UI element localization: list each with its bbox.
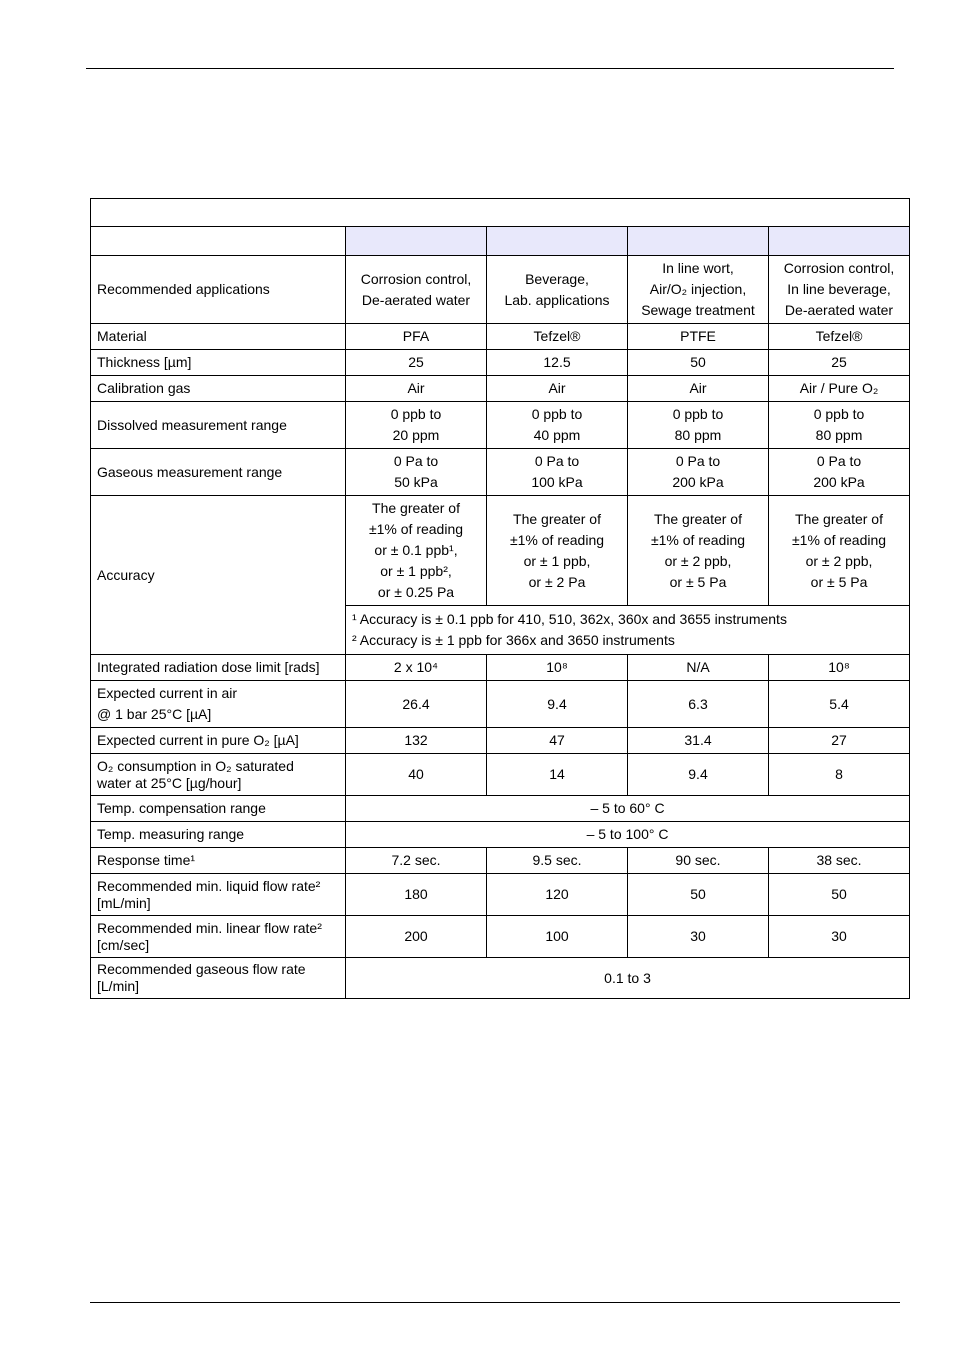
row-label: Expected current in air @ 1 bar 25°C [µA] — [91, 681, 346, 728]
cell-value: 132 — [346, 728, 487, 754]
cell-value: 0 Pa to 100 kPa — [487, 449, 628, 496]
table-row — [91, 376, 910, 402]
cell-value: 30 — [628, 916, 769, 958]
cell-value: PTFE — [628, 324, 769, 350]
cell-value: 38 sec. — [769, 848, 910, 874]
header-cell — [628, 227, 769, 256]
cell-value: 0 ppb to 80 ppm — [628, 402, 769, 449]
row-label: Accuracy — [91, 496, 346, 655]
row-label: Recommended min. liquid flow rate² [mL/min] — [91, 874, 346, 916]
table-row — [91, 496, 910, 606]
table-row — [91, 402, 910, 449]
table-row — [91, 449, 910, 496]
table-row — [91, 754, 910, 796]
membrane-spec-table — [90, 198, 910, 999]
cell-value: 9.4 — [487, 681, 628, 728]
cell-value: 6.3 — [628, 681, 769, 728]
cell-value: 0 Pa to 50 kPa — [346, 449, 487, 496]
cell-value: 25 — [769, 350, 910, 376]
footnote: ² Accuracy is ± 1 ppb for 366x and 3650 instruments — [352, 632, 675, 648]
cell-value: 50 — [769, 874, 910, 916]
cell-value: 47 — [487, 728, 628, 754]
header-rule — [86, 68, 894, 69]
table-header-row — [91, 227, 910, 256]
cell-value: Corrosion control, De-aerated water — [346, 256, 487, 324]
table-row — [91, 728, 910, 754]
cell-value: Tefzel® — [487, 324, 628, 350]
cell-value: 40 — [346, 754, 487, 796]
row-label: O₂ consumption in O₂ saturated water at 25°C [µg/hour] — [91, 754, 346, 796]
table-caption-row — [91, 199, 910, 227]
row-label: Recommended applications — [91, 256, 346, 324]
cell-value: 8 — [769, 754, 910, 796]
cell-value: 9.5 sec. — [487, 848, 628, 874]
cell-value: 120 — [487, 874, 628, 916]
cell-value: 0.1 to 3 — [346, 958, 910, 999]
cell-value: The greater of ±1% of reading or ± 0.1 ppb¹, or ± 1 ppb², or ± 0.25 Pa — [346, 496, 487, 606]
cell-value: 14 — [487, 754, 628, 796]
cell-value: Corrosion control, In line beverage, De-aerated water — [769, 256, 910, 324]
row-label: Temp. compensation range — [91, 796, 346, 822]
row-label: Gaseous measurement range — [91, 449, 346, 496]
cell-value: 0 Pa to 200 kPa — [769, 449, 910, 496]
cell-value: The greater of ±1% of reading or ± 2 ppb, or ± 5 Pa — [628, 496, 769, 606]
table-row — [91, 324, 910, 350]
cell-value: 2 x 10⁴ — [346, 655, 487, 681]
cell-value: PFA — [346, 324, 487, 350]
cell-value: 31.4 — [628, 728, 769, 754]
row-label: Dissolved measurement range — [91, 402, 346, 449]
footer-rule — [90, 1302, 900, 1303]
cell-value: 180 — [346, 874, 487, 916]
cell-value: 0 Pa to 200 kPa — [628, 449, 769, 496]
cell-value: N/A — [628, 655, 769, 681]
cell-value: – 5 to 60° C — [346, 796, 910, 822]
row-label: Thickness [µm] — [91, 350, 346, 376]
table-row — [91, 350, 910, 376]
cell-value: 7.2 sec. — [346, 848, 487, 874]
cell-value: 30 — [769, 916, 910, 958]
row-label: Temp. measuring range — [91, 822, 346, 848]
cell-value: 200 — [346, 916, 487, 958]
table-row — [91, 958, 910, 999]
row-label: Material — [91, 324, 346, 350]
cell-value: Air / Pure O₂ — [769, 376, 910, 402]
cell-value: Air — [346, 376, 487, 402]
row-label: Recommended gaseous flow rate [L/min] — [91, 958, 346, 999]
table-row — [91, 916, 910, 958]
header-corner-cell — [91, 227, 346, 256]
table-row — [91, 796, 910, 822]
header-cell — [346, 227, 487, 256]
cell-value: 5.4 — [769, 681, 910, 728]
cell-value: 90 sec. — [628, 848, 769, 874]
cell-value: 0 ppb to 20 ppm — [346, 402, 487, 449]
cell-value: – 5 to 100° C — [346, 822, 910, 848]
cell-value: Tefzel® — [769, 324, 910, 350]
header-cell — [769, 227, 910, 256]
cell-value: Air — [487, 376, 628, 402]
table-row — [91, 256, 910, 324]
cell-value: 27 — [769, 728, 910, 754]
table-caption-cell — [91, 199, 910, 227]
table-row — [91, 655, 910, 681]
cell-value: 12.5 — [487, 350, 628, 376]
cell-value: 100 — [487, 916, 628, 958]
footnote: ¹ Accuracy is ± 0.1 ppb for 410, 510, 362x, 360x and 3655 instruments — [352, 611, 787, 627]
cell-value: Beverage, Lab. applications — [487, 256, 628, 324]
header-cell — [487, 227, 628, 256]
cell-value: 25 — [346, 350, 487, 376]
cell-value: The greater of ±1% of reading or ± 1 ppb, or ± 2 Pa — [487, 496, 628, 606]
cell-value: The greater of ±1% of reading or ± 2 ppb, or ± 5 Pa — [769, 496, 910, 606]
cell-value: Air — [628, 376, 769, 402]
cell-value: 50 — [628, 350, 769, 376]
row-label: Calibration gas — [91, 376, 346, 402]
cell-value: 10⁸ — [487, 655, 628, 681]
cell-value: 26.4 — [346, 681, 487, 728]
cell-value: 0 ppb to 40 ppm — [487, 402, 628, 449]
row-label: Response time¹ — [91, 848, 346, 874]
row-label: Integrated radiation dose limit [rads] — [91, 655, 346, 681]
table-row — [91, 874, 910, 916]
table-row — [91, 681, 910, 728]
row-label: Expected current in pure O₂ [µA] — [91, 728, 346, 754]
cell-value: 0 ppb to 80 ppm — [769, 402, 910, 449]
cell-value: In line wort, Air/O₂ injection, Sewage treatment — [628, 256, 769, 324]
table-row — [91, 822, 910, 848]
cell-value: 9.4 — [628, 754, 769, 796]
cell-value: 50 — [628, 874, 769, 916]
table-row — [91, 848, 910, 874]
accuracy-footnotes — [346, 606, 910, 655]
cell-value: 10⁸ — [769, 655, 910, 681]
row-label: Recommended min. linear flow rate² [cm/sec] — [91, 916, 346, 958]
